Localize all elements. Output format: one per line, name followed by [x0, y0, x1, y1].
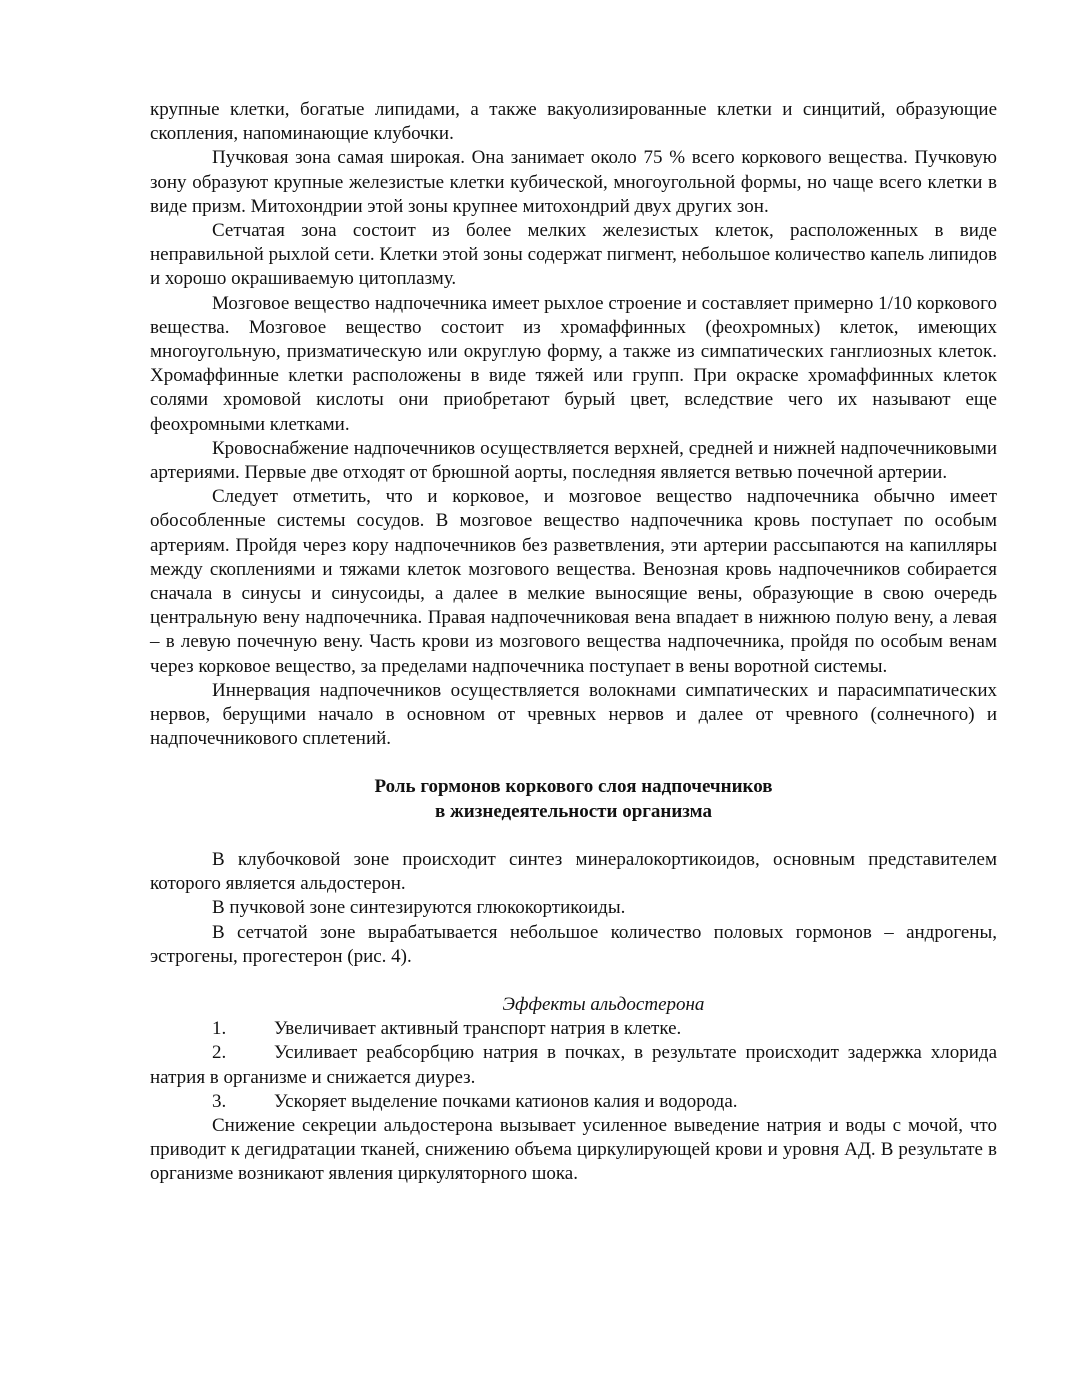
document-page [150, 98, 997, 1187]
list-item-text: Усиливает реабсорбцию натрия в почках, в результате происходит задержка хлорида натрия в организме и снижается диурез. [150, 1042, 997, 1088]
paragraph-glucocorticoids: В пучковой зоне синтезируются глюкокортикоиды. [212, 897, 626, 919]
list-item-number: 1. [212, 1018, 227, 1040]
paragraph-glomerular-zone: В клубочковой зоне происходит синтез минералокортикоидов, основным представителем которого является альдостерон. [150, 848, 997, 895]
list-item-number: 2. [212, 1042, 227, 1064]
subheading-aldosterone-effects: Эффекты альдостерона [502, 993, 705, 1015]
paragraph-blood-supply: Кровоснабжение надпочечников осуществляется верхней, средней и нижней надпочечниковыми артериями. Первые две отходят от брюшной аорты, последняя является ветвью почечной артерии. [150, 437, 997, 484]
paragraph-fascicular-zone: Пучковая зона самая широкая. Она занимает около 75 % всего коркового вещества. Пучковую зону образуют крупные железистые клетки кубической, многоугольной формы, но чаще всего клетки в виде призм. Митохондрии этой зоны крупнее митохондрий двух других зон. [150, 147, 997, 217]
paragraph-vessels: Следует отметить, что и корковое, и мозговое вещество надпочечника обычно имеет обособленные системы сосудов. В мозговое вещество надпочечника кровь поступает по особым артериям. Пройдя через кору надпочечников без разветвления, эти артерии рассыпаются на капилляры между скоплениями и тяжами клеток мозгового вещества. Венозная кровь надпочечников собирается сначала в синусы и синусоиды, а далее в мелкие выносящие вены, образующие в свою очередь центральную вену надпочечника. Правая надпочечниковая вена впадает в нижнюю полую вену, а левая – в левую почечную вену. Часть крови из мозгового вещества надпочечника, пройдя по особым венам через корковое вещество, за пределами надпочечника поступает в вены воротной системы. [150, 486, 997, 677]
list-item [150, 1017, 997, 1041]
paragraph-aldosterone-deficit: Снижение секреции альдостерона вызывает усиленное выведение натрия и воды с мочой, что приводит к дегидратации тканей, снижению объема циркулирующей крови и уровня АД. В результате в организме возникают явления циркуляторного шока. [150, 1114, 997, 1185]
paragraph-continuation: крупные клетки, богатые липидами, а также вакуолизированные клетки и синцитий, образующие скопления, напоминающие клубочки. [150, 99, 997, 145]
paragraph-innervation: Иннервация надпочечников осуществляется волокнами симпатических и парасимпатических нервов, берущими начало в основном от чревных нервов и далее от чревного (солнечного) и надпочечникового сплетений. [150, 679, 997, 750]
paragraph-reticular-zone: Сетчатая зона состоит из более мелких железистых клеток, расположенных в виде неправильной рыхлой сети. Клетки этой зоны содержат пигмент, небольшое количество капель липидов и хорошо окрашиваемую цитоплазму. [150, 220, 997, 290]
paragraph-medulla: Мозговое вещество надпочечника имеет рыхлое строение и составляет примерно 1/10 коркового вещества. Мозговое вещество состоит из хромаффинных (феохромных) клеток, имеющих многоугольную, призматическую или округлую форму, а также из симпатических ганглиозных клеток. Хромаффинные клетки расположены в виде тяжей или групп. При окраске хромаффинных клеток солями хромовой кислоты они приобретают бурый цвет, вследствие чего их называют еще феохромными клетками. [150, 292, 997, 435]
list-item [150, 1041, 997, 1089]
list-item [150, 1090, 997, 1114]
section-heading-line-2: в жизнедеятельности организма [435, 800, 712, 822]
list-item-text: Увеличивает активный транспорт натрия в клетке. [274, 1018, 682, 1040]
section-heading-line-1: Роль гормонов коркового слоя надпочечников [374, 776, 773, 798]
section-heading [150, 775, 997, 823]
list-item-number: 3. [212, 1090, 227, 1112]
list-item-text: Ускоряет выделение почками катионов калия и водорода. [274, 1090, 738, 1112]
paragraph-sex-hormones: В сетчатой зоне вырабатывается небольшое количество половых гормонов – андрогены, эстрогены, прогестерон (рис. 4). [150, 921, 997, 967]
